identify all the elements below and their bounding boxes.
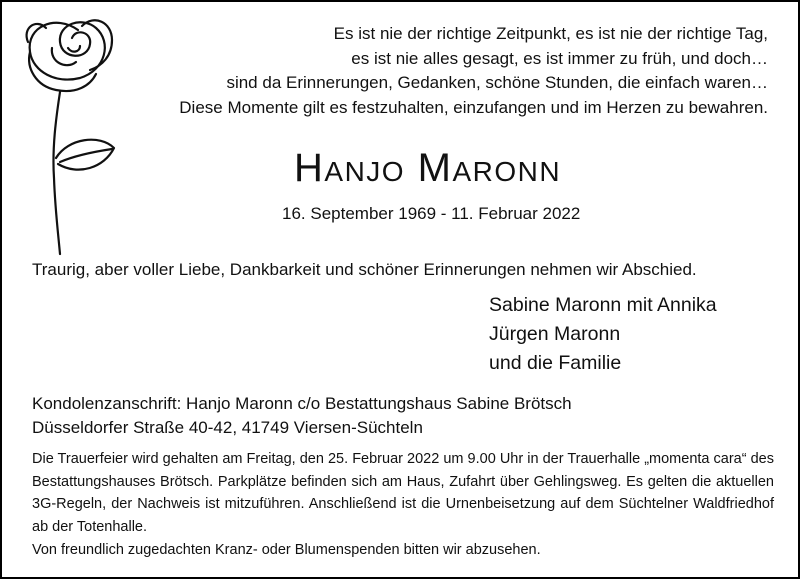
family-line: und die Familie (489, 352, 622, 374)
life-dates: 16. September 1969 - 11. Februar 2022 (282, 204, 581, 223)
rose-icon (16, 8, 126, 258)
deceased-name: Hanjo Maronn (294, 146, 562, 190)
condolence-line-1: Kondolenzanschrift: Hanjo Maronn c/o Bestattungshaus Sabine Brötsch (32, 394, 572, 413)
poem-line: es ist nie alles gesagt, es ist immer zu früh, und doch… (351, 48, 768, 68)
family-line: Sabine Maronn mit Annika (489, 294, 717, 316)
poem-line: Diese Momente gilt es festzuhalten, einzufangen und im Herzen zu bewahren. (179, 97, 768, 117)
farewell-tagline: Traurig, aber voller Liebe, Dankbarkeit und schöner Erinnerungen nehmen wir Abschied. (32, 260, 697, 279)
condolence-line-2: Düsseldorfer Straße 40-42, 41749 Viersen-Süchteln (32, 418, 423, 437)
condolence-address (32, 392, 572, 440)
family-line: Jürgen Maronn (489, 323, 621, 345)
closing-note: Von freundlich zugedachten Kranz- oder Blumenspenden bitten wir abzusehen. (32, 542, 541, 558)
family-signature (489, 291, 717, 378)
ceremony-info: Die Trauerfeier wird gehalten am Freitag, den 25. Februar 2022 um 9.00 Uhr in der Trauerhalle „momenta cara“ des Bestattungshauses Brötsch. Parkplätze befinden sich am Haus, Zufahrt über Gehlingsweg. Es gelten die aktuellen 3G-Regeln, der Nachweis ist mitzuführen. Anschließend ist die Urnenbeisetzung auf dem Süchtelner Waldfriedhof ab der Totenhalle. (32, 451, 774, 535)
poem-line: sind da Erinnerungen, Gedanken, schöne Stunden, die einfach waren… (226, 73, 768, 92)
poem-line: Es ist nie der richtige Zeitpunkt, es ist nie der richtige Tag, (333, 24, 768, 43)
poem (179, 22, 768, 120)
